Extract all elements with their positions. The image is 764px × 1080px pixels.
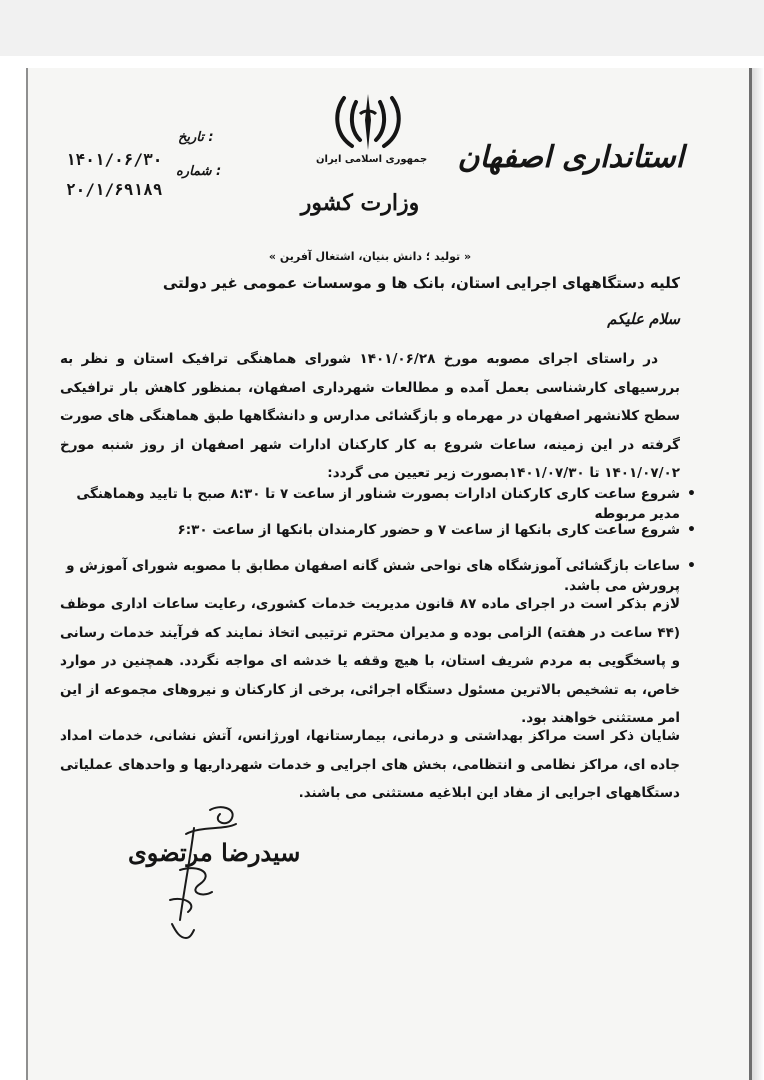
emblem-caption: جمهوری اسلامی ایران [316, 154, 428, 165]
number-label: شماره : [176, 164, 222, 179]
date-value: ۱۴۰۱/۰۶/۳۰ [66, 150, 163, 169]
bullet-list [60, 484, 698, 592]
recipient-line: کلیه دستگاههای اجرایی استان، بانک ها و موسسات عمومی غیر دولتی [162, 274, 680, 292]
iran-emblem-icon [330, 90, 406, 156]
slogan: « تولید ؛ دانش بنیان، اشتغال آفرین » [268, 250, 472, 263]
province-title: استانداری اصفهان [457, 140, 684, 175]
signatory-name: سیدرضا مرتضوی [128, 838, 301, 867]
handwritten-signature [140, 800, 280, 960]
paragraph-working-hours: لازم بذکر است در اجرای ماده ۸۷ قانون مدیریت خدمات کشوری، رعایت ساعات اداری موظف (۴۴ ساعت در هفته) الزامی بوده و مدیران محترم ترتیبی اتخاذ نمایند که فرآیند خدمات رسانی و پاسخگویی به مردم شریف استان، با هیچ وقفه یا خدشه ای مواجه نگردد. همچنین در موارد خاص، به تشخیص بالاترین مسئول دستگاه اجرائی، برخی از کارکنان و نیروهای مجموعه از این امر مستثنی خواهند بود. [60, 596, 680, 726]
ministry-title: وزارت کشور [300, 190, 420, 216]
top-band [0, 0, 764, 56]
list-item: • شروع ساعت کاری بانکها از ساعت ۷ و حضور کارمندان بانکها از ساعت ۶:۳۰ [60, 520, 680, 556]
check-mark-icon [168, 918, 198, 942]
paragraph-exemptions: شایان ذکر است مراکز بهداشتی و درمانی، بیمارستانها، اورژانس، آتش نشانی، خدمات امداد جاده ای، مراکز نظامی و انتظامی، بخش های اجرایی و خدمات شهرداریها و واحدهای عملیاتی دستگاههای اجرایی از مفاد این ابلاغیه مستثنی می باشند. [60, 728, 680, 801]
number-value: ۲۰/۱/۶۹۱۸۹ [66, 180, 163, 199]
list-item: • شروع ساعت کاری کارکنان ادارات بصورت شناور از ساعت ۷ تا ۸:۳۰ صبح با تایید وهماهنگی مدیر مربوطه [60, 484, 680, 520]
date-label: تاریخ : [178, 130, 214, 145]
list-item: • ساعات بازگشائی آموزشگاه های نواحی شش گانه اصفهان مطابق با مصوبه شورای آموزش و پرورش می باشد. [60, 556, 680, 592]
greeting: سلام علیکم [607, 310, 680, 328]
paragraph-intro: در راستای اجرای مصوبه مورخ ۱۴۰۱/۰۶/۲۸ شورای هماهنگی ترافیک استان و نظر به بررسیهای کارشناسی بعمل آمده و مطالعات شهرداری اصفهان، بمنظور کاهش بار ترافیکی سطح کلانشهر اصفهان در مهرماه و بازگشائی مدارس و دانشگاهها طبق هماهنگی های صورت گرفته در این زمینه، ساعات شروع به کار کارکنان ادارات شهر اصفهان از روز شنبه مورخ ۱۴۰۱/۰۷/۰۲ تا ۱۴۰۱/۰۷/۳۰بصورت زیر تعیین می گردد: [60, 351, 680, 481]
